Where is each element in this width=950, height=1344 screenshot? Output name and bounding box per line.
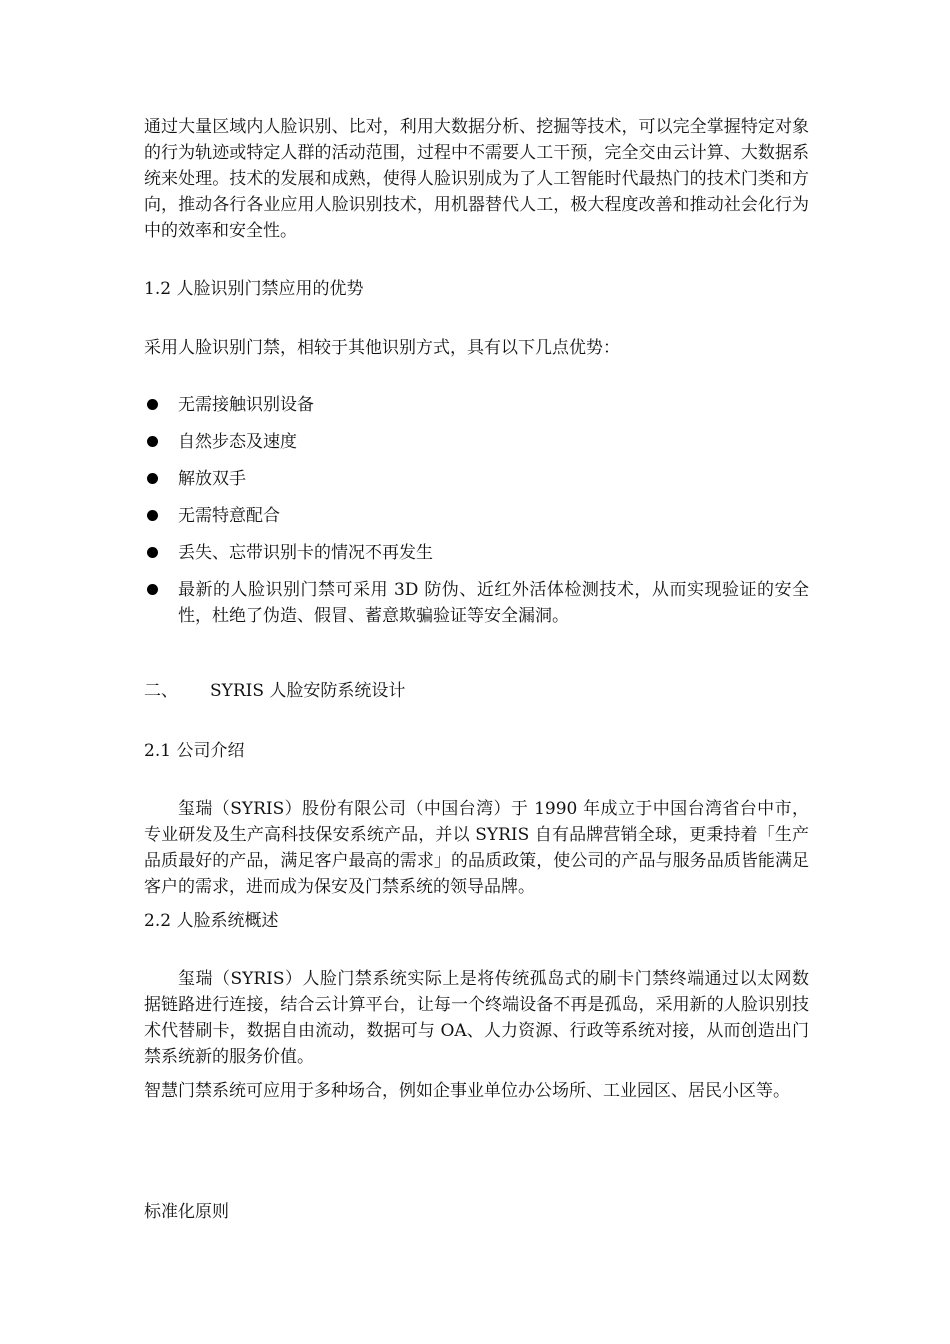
list-item-text: 无需特意配合	[178, 506, 280, 526]
list-item-text: 最新的人脸识别门禁可采用 3D 防伪、近红外活体检测技术，从而实现验证的安全性，杜绝了伪造、假冒、蓄意欺骗验证等安全漏洞。	[178, 580, 809, 626]
section-2-2-paragraph-1: 玺瑞（SYRIS）人脸门禁系统实际上是将传统孤岛式的刷卡门禁终端通过以太网数据链路进行连接，结合云计算平台，让每一个终端设备不再是孤岛，采用新的人脸识别技术代替刷卡，数据自由流动，数据可与 OA、人力资源、行政等系统对接，从而创造出门禁系统新的服务价值。	[144, 969, 809, 1067]
bullet-dot-icon	[147, 510, 158, 521]
intro-paragraph: 通过大量区域内人脸识别、比对，利用大数据分析、挖掘等技术，可以完全掌握特定对象的行为轨迹或特定人群的活动范围，过程中不需要人工干预，完全交由云计算、大数据系统来处理。技术的发展和成熟，使得人脸识别成为了人工智能时代最热门的技术门类和方向，推动各行各业应用人脸识别技术，用机器替代人工，极大程度改善和推动社会化行为中的效率和安全性。	[144, 117, 809, 241]
list-item-text: 无需接触识别设备	[178, 395, 314, 415]
list-item-text: 解放双手	[178, 469, 246, 489]
section-2-title: SYRIS 人脸安防系统设计	[210, 681, 406, 701]
section-2-2-heading: 2.2 人脸系统概述	[144, 911, 279, 931]
section-2-2-paragraph-2: 智慧门禁系统可应用于多种场合，例如企事业单位办公场所、工业园区、居民小区等。	[144, 1081, 790, 1101]
bullet-dot-icon	[147, 547, 158, 558]
list-item	[144, 577, 809, 629]
advantages-list	[144, 392, 809, 640]
section-1-2-heading: 1.2 人脸识别门禁应用的优势	[144, 279, 364, 299]
list-item	[144, 466, 809, 492]
list-item	[144, 503, 809, 529]
section-2-1-heading: 2.1 公司介绍	[144, 741, 245, 761]
bullet-dot-icon	[147, 399, 158, 410]
section-2-heading	[144, 678, 405, 704]
list-item	[144, 429, 809, 455]
bullet-dot-icon	[147, 584, 158, 595]
section-2-1-paragraph: 玺瑞（SYRIS）股份有限公司（中国台湾）于 1990 年成立于中国台湾省台中市，专业研发及生产高科技保安系统产品，并以 SYRIS 自有品牌营销全球，更秉持着「生产品质最好的产品，满足客户最高的需求」的品质政策，使公司的产品与服务品质皆能满足客户的需求，进而成为保安及门禁系统的领导品牌。	[144, 799, 809, 897]
list-item-text: 丢失、忘带识别卡的情况不再发生	[178, 543, 433, 563]
list-item-text: 自然步态及速度	[178, 432, 297, 452]
list-item	[144, 540, 809, 566]
bullet-dot-icon	[147, 473, 158, 484]
bullet-dot-icon	[147, 436, 158, 447]
section-1-2-lead: 采用人脸识别门禁，相较于其他识别方式，具有以下几点优势：	[144, 338, 620, 358]
list-item	[144, 392, 809, 418]
standardization-heading: 标准化原则	[144, 1202, 229, 1222]
section-2-number: 二、	[144, 681, 178, 701]
